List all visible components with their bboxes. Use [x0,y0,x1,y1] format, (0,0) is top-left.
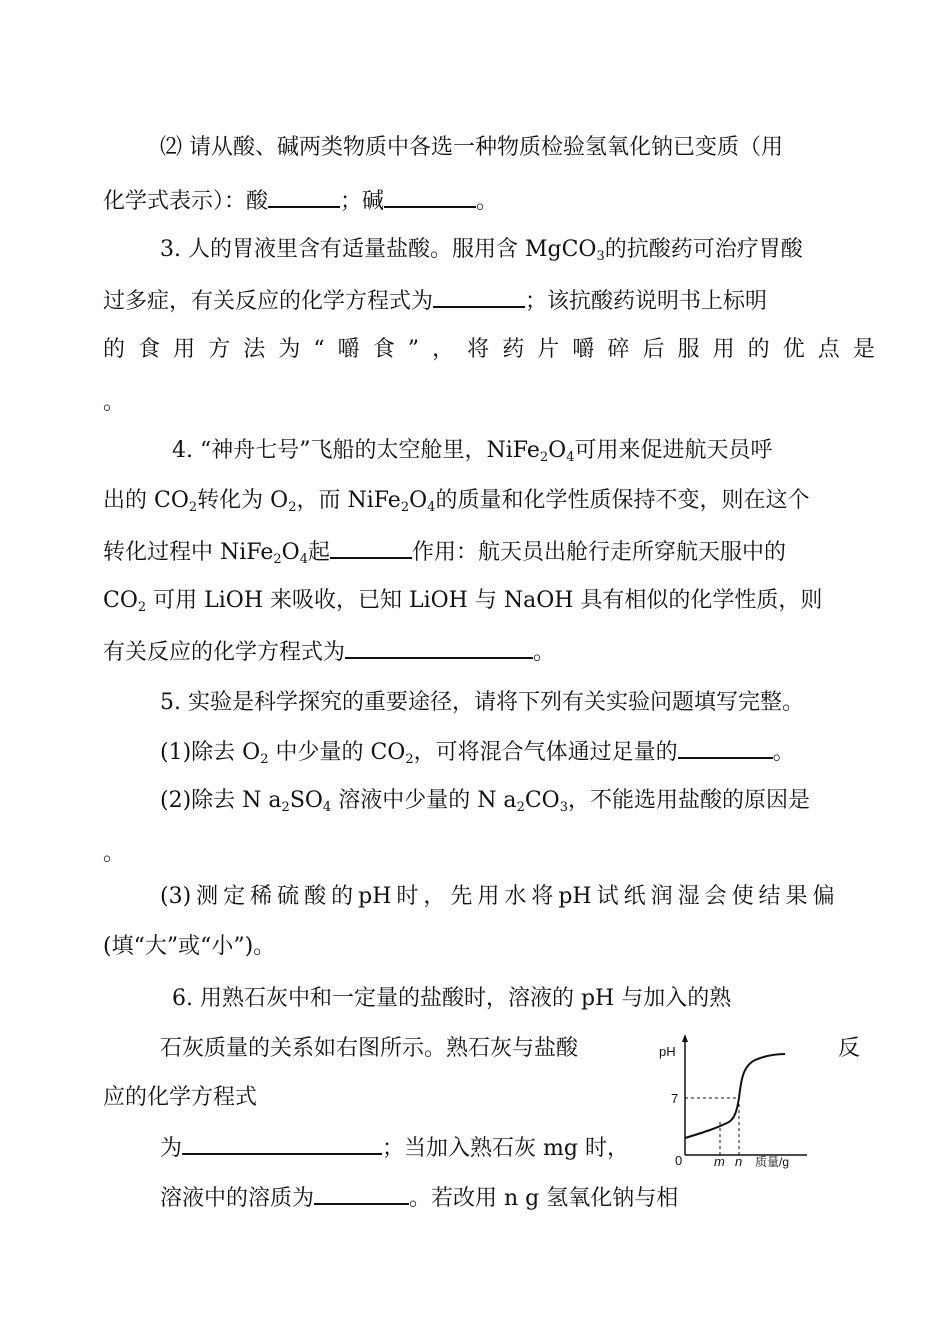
x-tick-n: n [735,1154,743,1169]
solute-blank[interactable] [314,1183,409,1205]
q3-char: 的 [103,337,126,362]
q3-char: 嚼 [337,337,360,362]
q3-char: 点 [817,337,840,362]
q4-text: O [281,540,300,565]
subscript: 2 [288,500,297,515]
q5-part2-end: 。 [103,841,126,866]
q5-part2 [160,787,810,815]
equation-blank[interactable] [433,286,525,308]
q5-text: ，可将混合气体通过足量的 [413,740,678,765]
equation-blank[interactable] [345,637,533,659]
q5-text: (2)除去 N a [160,788,282,813]
q6-line2b: 反 [838,1036,861,1061]
q4-text: 转化为 O [197,488,289,513]
q4-line2 [103,487,809,515]
subscript: 2 [539,450,549,465]
subscript: 2 [273,552,282,567]
q4-text: 有关反应的化学方程式为 [103,640,346,665]
q3-char: 将 [467,337,490,362]
base-blank[interactable] [384,186,476,208]
subscript: 2 [260,752,269,767]
q3-char: 优 [782,337,805,362]
subscript: 2 [400,500,410,515]
q4-text: O [548,438,567,463]
q3-char: “ [313,337,325,362]
q4-text: 起 [307,540,330,565]
q6-line5 [160,1183,678,1213]
q3-char: 用 [712,337,735,362]
y-tick-7: 7 [671,1091,679,1106]
q5-part3-line1: (3) 测 定 稀 硫 酸 的 pH 时 ， 先 用 水 将 pH 试 纸 润 湿 会 使 结 果 偏 [160,884,835,909]
q4-text: 。 [533,640,556,665]
q2-text: ；碱 [340,189,385,214]
q3-char: 方 [208,337,231,362]
q3-text: 的抗酸药可治疗胃酸 [604,237,803,262]
q3-text: 过多症，有关反应的化学方程式为 [103,289,434,314]
ph-graph [655,1030,815,1170]
equation-blank[interactable] [182,1133,382,1155]
subscript: 2 [516,800,525,815]
subscript: 4 [322,800,332,815]
q3-char: 法 [243,337,266,362]
q2-text: 化学式表示）：酸 [103,189,269,214]
subscript: 2 [281,800,290,815]
q4-text: 4. “神舟七号”飞船的太空舱里，NiFe [172,438,540,463]
q4-text: ，而 NiFe [296,488,401,513]
q4-text: 可用来促进航天员呼 [574,438,773,463]
q3-char: ” [407,337,420,362]
role-blank[interactable] [330,537,412,559]
q3-line2 [103,286,767,316]
q2-text: 。 [476,189,499,214]
q3-char: 食 [372,337,395,362]
ph-curve [685,1054,785,1138]
q5-text: ，不能选用盐酸的原因是 [568,788,811,813]
q5-part3-line2: (填“大”或“小”)。 [103,934,276,959]
q4-line4 [103,587,822,615]
q3-char: 用 [173,337,196,362]
q6-text: 溶液中的溶质为 [160,1186,315,1211]
q3-char: 片 [537,337,560,362]
reagent-blank[interactable] [678,737,773,759]
q3-char: 服 [677,337,700,362]
q4-text: CO [103,588,138,613]
q3-char: ， [432,337,455,362]
q3-char: 食 [138,337,161,362]
q6-line1: 6. 用熟石灰中和一定量的盐酸时，溶液的 pH 与加入的熟 [172,986,732,1011]
q2-part2-line1: ⑵ 请从酸、碱两类物质中各选一种物质检验氢氧化钠已变质（用 [160,135,783,160]
q3-line1 [160,236,803,264]
q4-text: 出的 CO [103,488,189,513]
q6-text: ；当加入熟石灰 mg 时， [382,1136,629,1161]
q5-text: 溶液中少量的 N a [331,788,517,813]
q5-text: CO [524,788,560,813]
subscript: 4 [299,552,308,567]
q4-text: 可用 LiOH 来吸收，已知 LiOH 与 NaOH 具有相似的化学性质，则 [146,588,823,613]
subscript: 4 [427,500,436,515]
subscript: 3 [559,800,568,815]
q6-text: 。若改用 n g 氢氧化钠与相 [409,1186,679,1211]
q3-char: 碎 [607,337,630,362]
q4-line1 [172,437,772,465]
subscript: 2 [188,500,198,515]
q4-text: 作用：航天员出舱行走所穿航天服中的 [412,540,787,565]
q3-text: 3. 人的胃液里含有适量盐酸。服用含 MgCO [160,237,597,262]
q4-line5 [103,637,555,667]
q6-line4 [160,1133,629,1163]
q5-text: 中少量的 CO [268,740,406,765]
q3-char: 后 [642,337,665,362]
x-tick-m: m [714,1154,725,1169]
q4-text: 转化过程中 NiFe [103,540,274,565]
q3-text: ；该抗酸药说明书上标明 [525,289,768,314]
acid-blank[interactable] [268,186,340,208]
q3-char: 药 [502,337,525,362]
subscript: 4 [566,450,575,465]
q3-line3 [103,336,875,364]
q4-text: 的质量和化学性质保持不变，则在这个 [435,488,810,513]
q6-line2a: 石灰质量的关系如右图所示。熟石灰与盐酸 [160,1036,579,1061]
q3-char: 是 [852,337,875,362]
subscript: 3 [596,249,605,264]
origin-label: 0 [675,1153,683,1168]
q6-line3: 应的化学方程式 [103,1085,258,1110]
subscript: 2 [137,600,147,615]
q3-char: 为 [278,337,301,362]
q5-part1 [160,737,795,767]
q2-part2-line2 [103,186,498,216]
y-axis-label: pH [659,1044,676,1059]
q3-char: 的 [747,337,770,362]
q4-line3 [103,537,786,567]
y-axis-arrow [682,1034,688,1042]
q4-text: O [409,488,428,513]
q5-text: SO [289,788,323,813]
q5-text: 。 [772,740,795,765]
x-axis-label: 质量/g [755,1155,790,1169]
q3-line4: 。 [103,390,126,415]
q5-text: (1)除去 O [160,740,261,765]
q5-intro: 5. 实验是科学探究的重要途径，请将下列有关实验问题填写完整。 [160,690,804,715]
q6-text: 为 [160,1136,183,1161]
q3-char: 嚼 [572,337,595,362]
subscript: 2 [405,752,414,767]
